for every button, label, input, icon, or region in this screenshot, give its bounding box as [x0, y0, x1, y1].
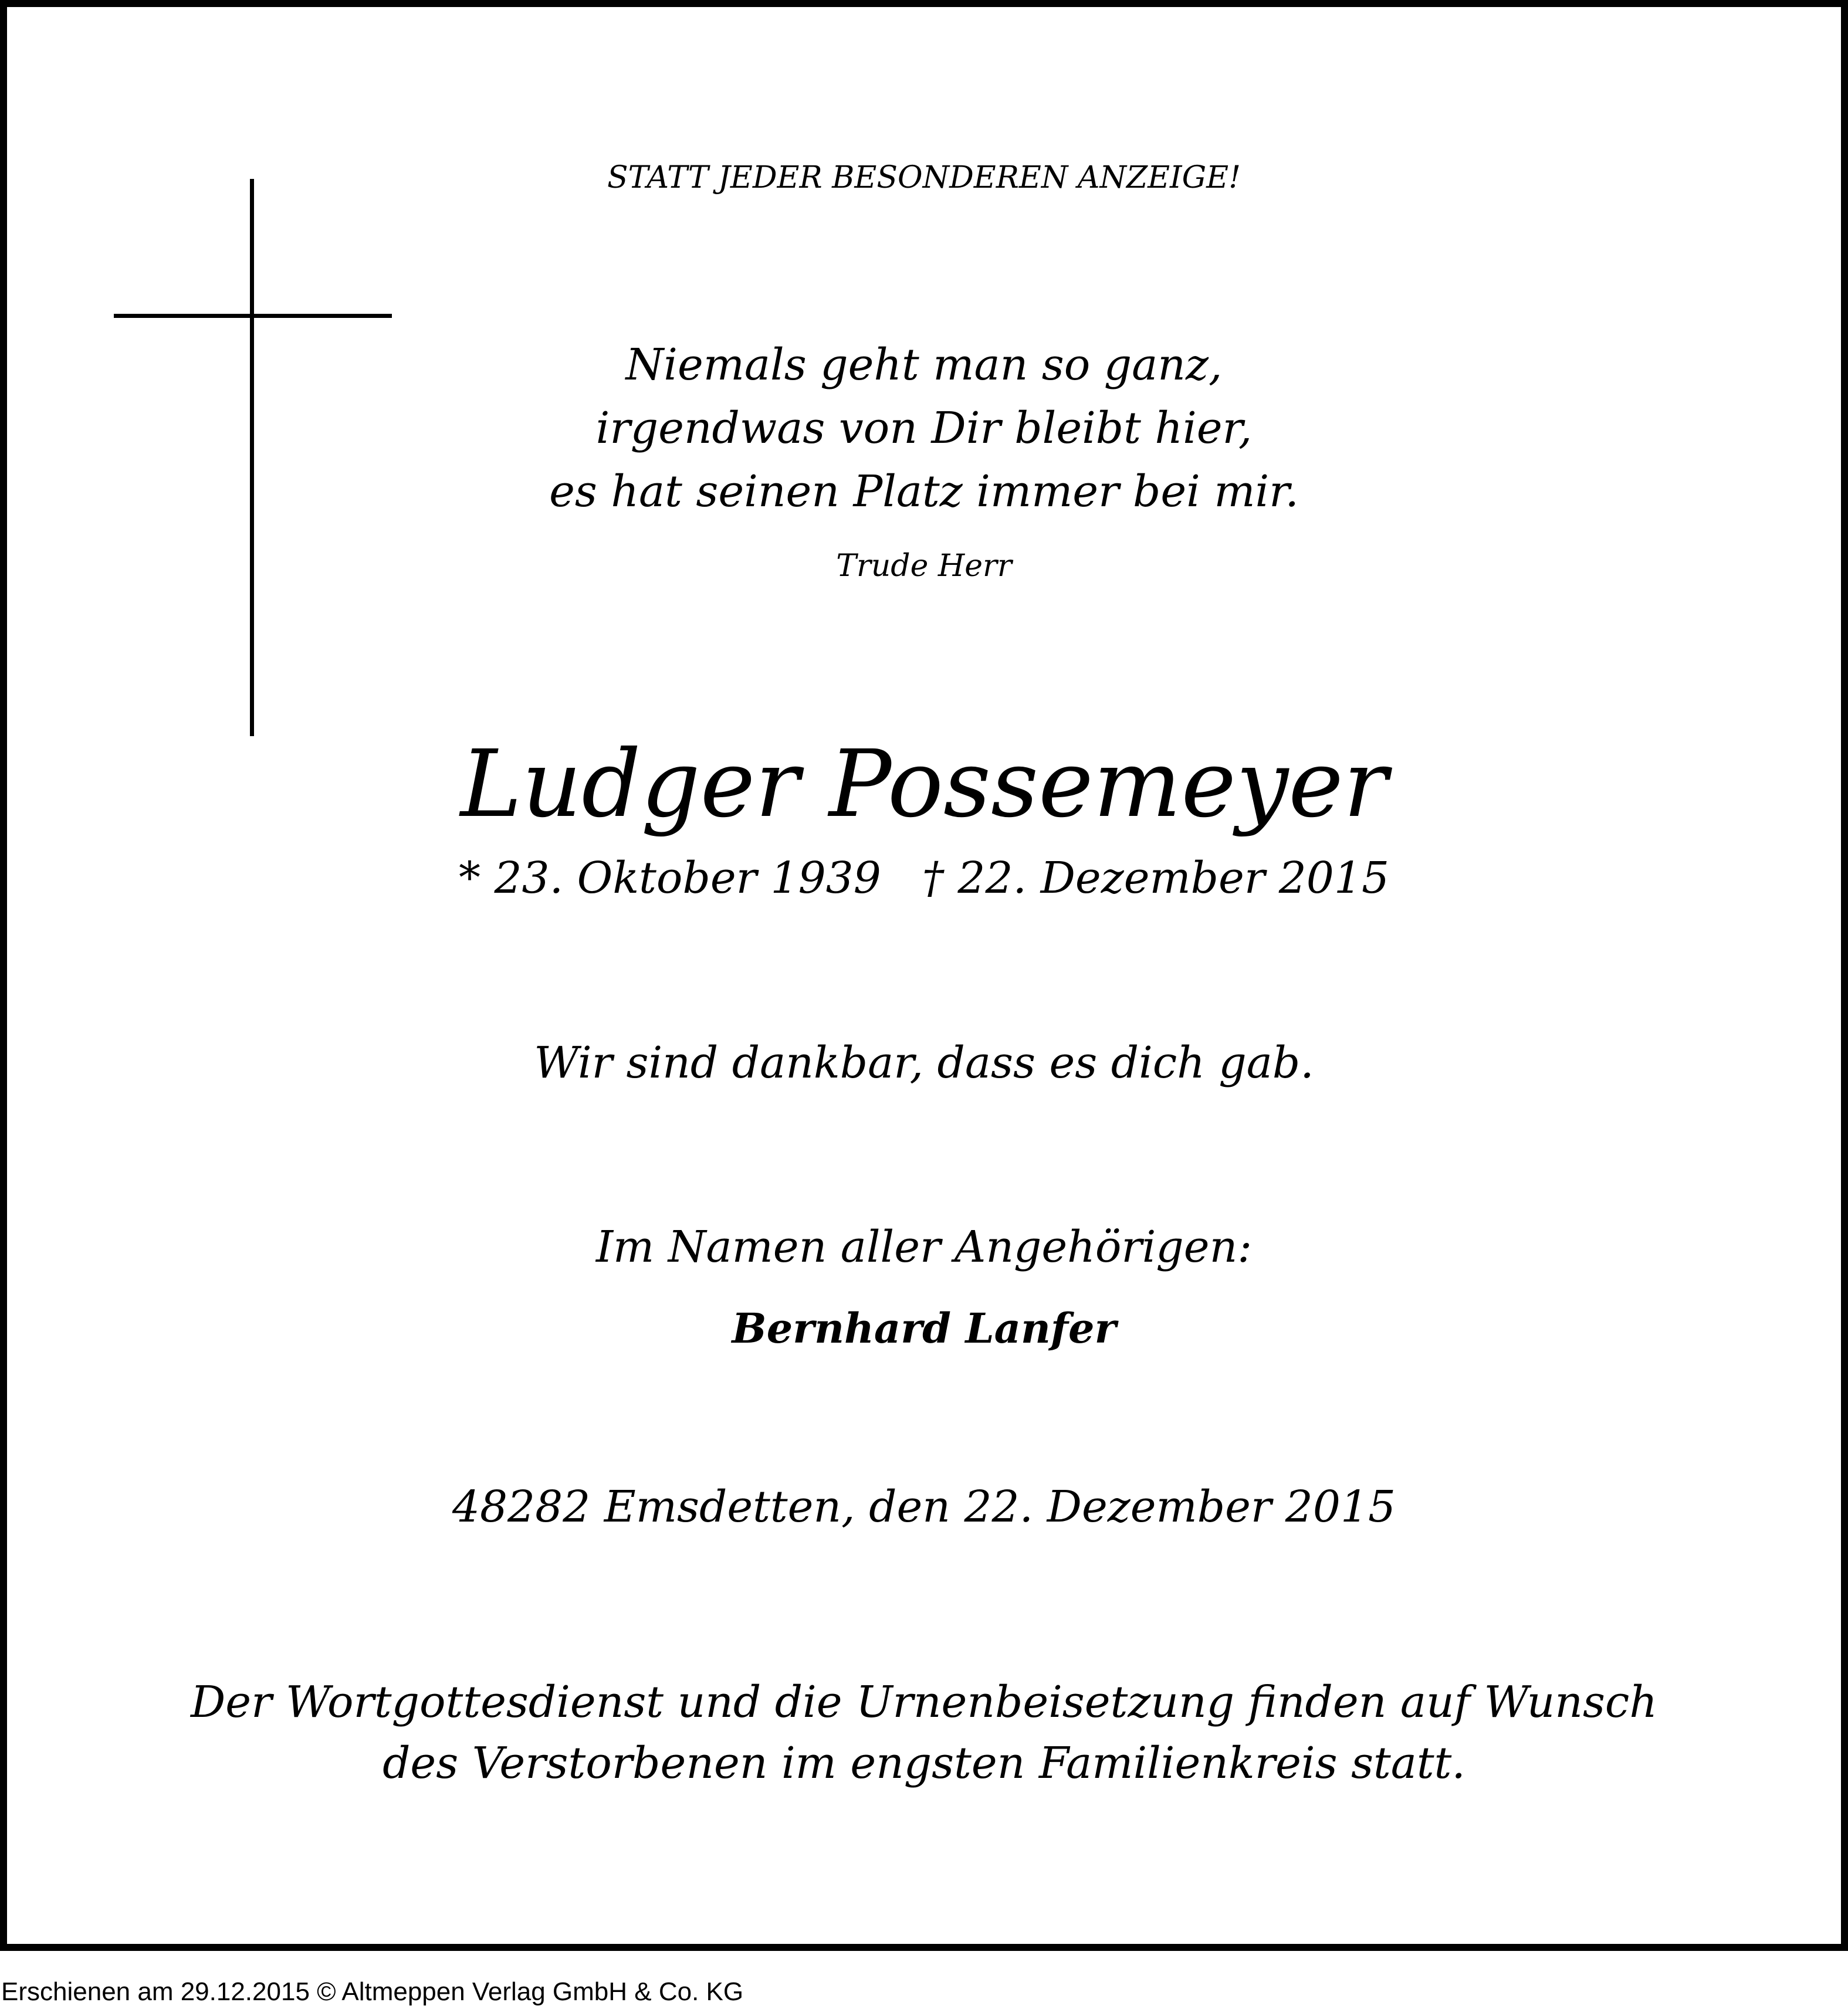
verse-line: irgendwas von Dir bleibt hier,	[595, 403, 1253, 453]
place-and-date: 48282 Emsdetten, den 22. Dezember 2015	[452, 1482, 1396, 1532]
service-note-line: Der Wortgottesdienst und die Urnenbeisetzung finden auf Wunsch	[190, 1677, 1658, 1727]
publication-footer: Erschienen am 29.12.2015 © Altmeppen Verlag GmbH & Co. KG	[1, 1977, 744, 2006]
service-note-line: des Verstorbenen im engsten Familienkreis statt.	[383, 1738, 1465, 1788]
verse-author: Trude Herr	[836, 548, 1012, 584]
verse-line: Niemals geht man so ganz,	[625, 340, 1223, 390]
deceased-name: Ludger Possemeyer	[460, 730, 1388, 838]
verse-line: es hat seinen Platz immer bei mir.	[549, 466, 1299, 517]
signer-name: Bernhard Lanfer	[732, 1304, 1116, 1353]
life-dates	[0, 852, 1848, 904]
cross-vertical-bar	[250, 179, 254, 736]
notice-heading: STATT JEDER BESONDEREN ANZEIGE!	[607, 160, 1241, 195]
on-behalf-line: Im Namen aller Angehörigen:	[595, 1222, 1253, 1272]
birth-date: * 23. Oktober 1939	[458, 853, 881, 903]
death-date: † 22. Dezember 2015	[922, 853, 1390, 903]
gratitude-line: Wir sind dankbar, dass es dich gab.	[534, 1038, 1314, 1088]
cross-horizontal-bar	[114, 314, 392, 318]
